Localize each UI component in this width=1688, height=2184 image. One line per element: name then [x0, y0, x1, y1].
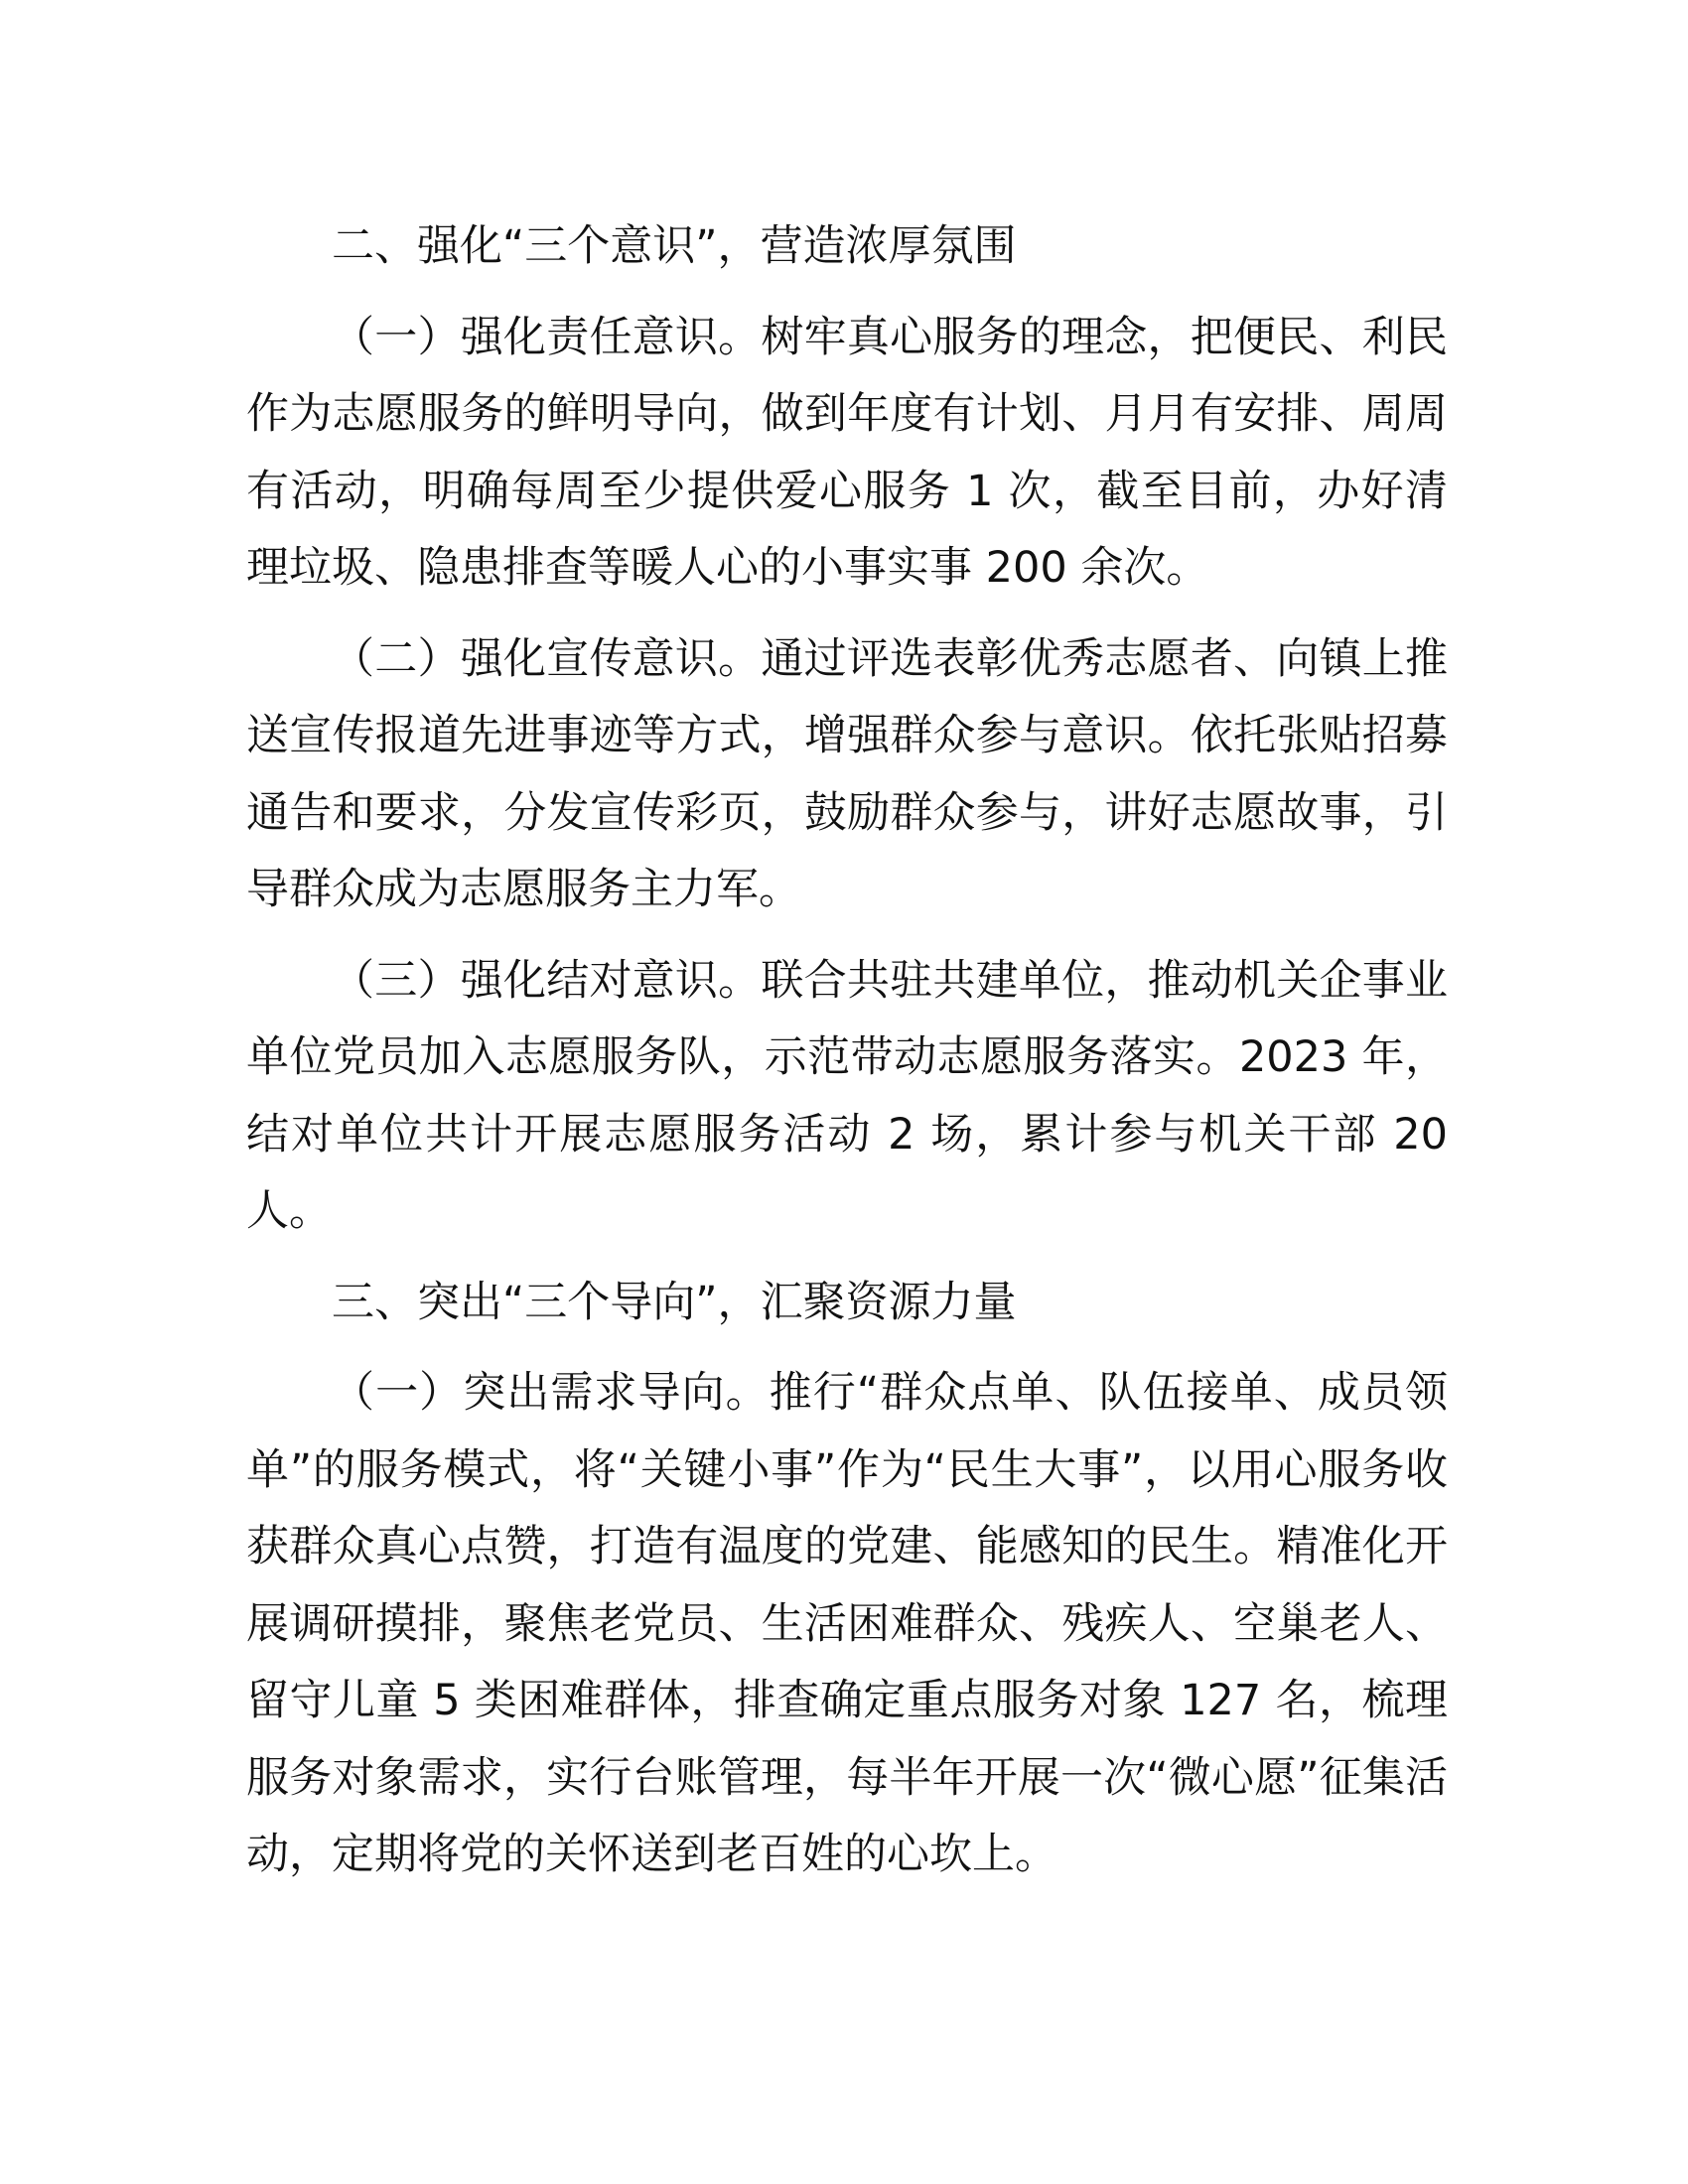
paragraph-pairing-awareness: （三）强化结对意识。联合共驻共建单位，推动机关企事业单位党员加入志愿服务队，示范带动志愿服务落实。2023 年，结对单位共计开展志愿服务活动 2 场，累计参与机关干部 20 人。	[246, 955, 1448, 1236]
paragraph-demand-orientation: （一）突出需求导向。推行“群众点单、队伍接单、成员领单”的服务模式，将“关键小事”作为“民生大事”，以用心服务收获群众真心点赞，打造有温度的党建、能感知的民生。精准化开展调研摸排，聚焦老党员、生活困难群众、残疾人、空巢老人、留守儿童 5 类困难群体，排查确定重点服务对象 127 名，梳理服务对象需求，实行台账管理，每半年开展一次“微心愿”征集活动，定期将党的关怀送到老百姓的心坎上。	[246, 1368, 1448, 1879]
paragraph-responsibility-awareness: （一）强化责任意识。树牢真心服务的理念，把便民、利民作为志愿服务的鲜明导向，做到年度有计划、月月有安排、周周有活动，明确每周至少提供爱心服务 1 次，截至目前，办好清理垃圾、隐患排查等暖人心的小事实事 200 余次。	[246, 312, 1448, 593]
document-body	[246, 208, 1448, 1894]
section-heading-3: 三、突出“三个导向”，汇聚资源力量	[332, 1277, 1017, 1327]
paragraph-publicity-awareness: （二）强化宣传意识。通过评选表彰优秀志愿者、向镇上推送宣传报道先进事迹等方式，增强群众参与意识。依托张贴招募通告和要求，分发宣传彩页，鼓励群众参与，讲好志愿故事，引导群众成为志愿服务主力军。	[246, 633, 1448, 914]
section-heading-2: 二、强化“三个意识”，营造浓厚氛围	[332, 221, 1017, 271]
